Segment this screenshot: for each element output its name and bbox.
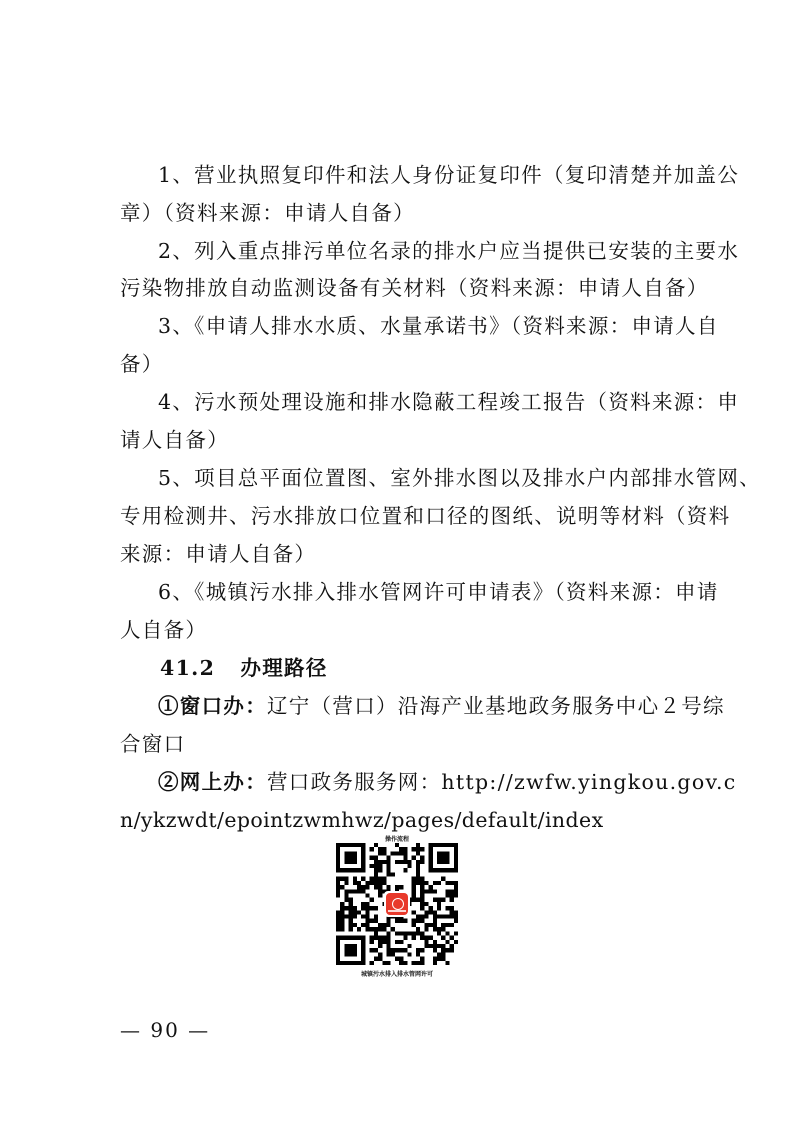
online-label: ②网上办： bbox=[158, 770, 267, 794]
window-label: ①窗口办： bbox=[158, 694, 267, 718]
online-url-line: n/ykzwdt/epointzwmhwz/pages/default/index bbox=[120, 808, 604, 832]
section-number: 41.2 bbox=[160, 656, 216, 680]
paragraph-line: 专用检测井、污水排放口位置和口径的图纸、说明等材料（资料 bbox=[120, 504, 731, 528]
paragraph-line: 1、营业执照复印件和法人身份证复印件（复印清楚并加盖公 bbox=[158, 163, 740, 187]
paragraph-line: 章）（资料来源：申请人自备） bbox=[120, 201, 415, 225]
section-title: 办理路径 bbox=[240, 656, 328, 680]
paragraph-line: 2、列入重点排污单位名录的排水户应当提供已安装的主要水 bbox=[158, 239, 740, 263]
qr-logo-icon bbox=[384, 891, 410, 917]
paragraph-line: 污染物排放自动监测设备有关材料（资料来源：申请人自备） bbox=[120, 276, 709, 300]
page-number: — 90 — bbox=[120, 1018, 211, 1042]
paragraph-line: 5、项目总平面位置图、室外排水图以及排水户内部排水管网、 bbox=[158, 466, 761, 490]
paragraph-line: 合窗口 bbox=[120, 732, 186, 756]
paragraph-line: 4、污水预处理设施和排水隐蔽工程竣工报告（资料来源：申 bbox=[158, 390, 740, 414]
online-path-line bbox=[158, 768, 737, 796]
section-heading bbox=[160, 654, 328, 682]
window-text: 辽宁（营口）沿海产业基地政务服务中心２号综 bbox=[267, 694, 725, 718]
paragraph-line: 人自备） bbox=[120, 618, 208, 642]
online-text: 营口政务服务网：http://zwfw.yingkou.gov.c bbox=[267, 770, 737, 794]
paragraph-line: 备） bbox=[120, 352, 164, 376]
paragraph-line: 3、《申请人排水水质、水量承诺书》（资料来源：申请人自 bbox=[158, 314, 719, 338]
paragraph-line: 6、《城镇污水排入排水管网许可申请表》（资料来源：申请 bbox=[158, 580, 719, 604]
paragraph-line: 来源：申请人自备） bbox=[120, 542, 317, 566]
qr-caption: 城镇污水排入排水管网许可 bbox=[360, 971, 433, 978]
window-path-line bbox=[158, 692, 725, 720]
paragraph-line: 请人自备） bbox=[120, 428, 229, 452]
qr-title: 操作流程 bbox=[384, 836, 409, 843]
